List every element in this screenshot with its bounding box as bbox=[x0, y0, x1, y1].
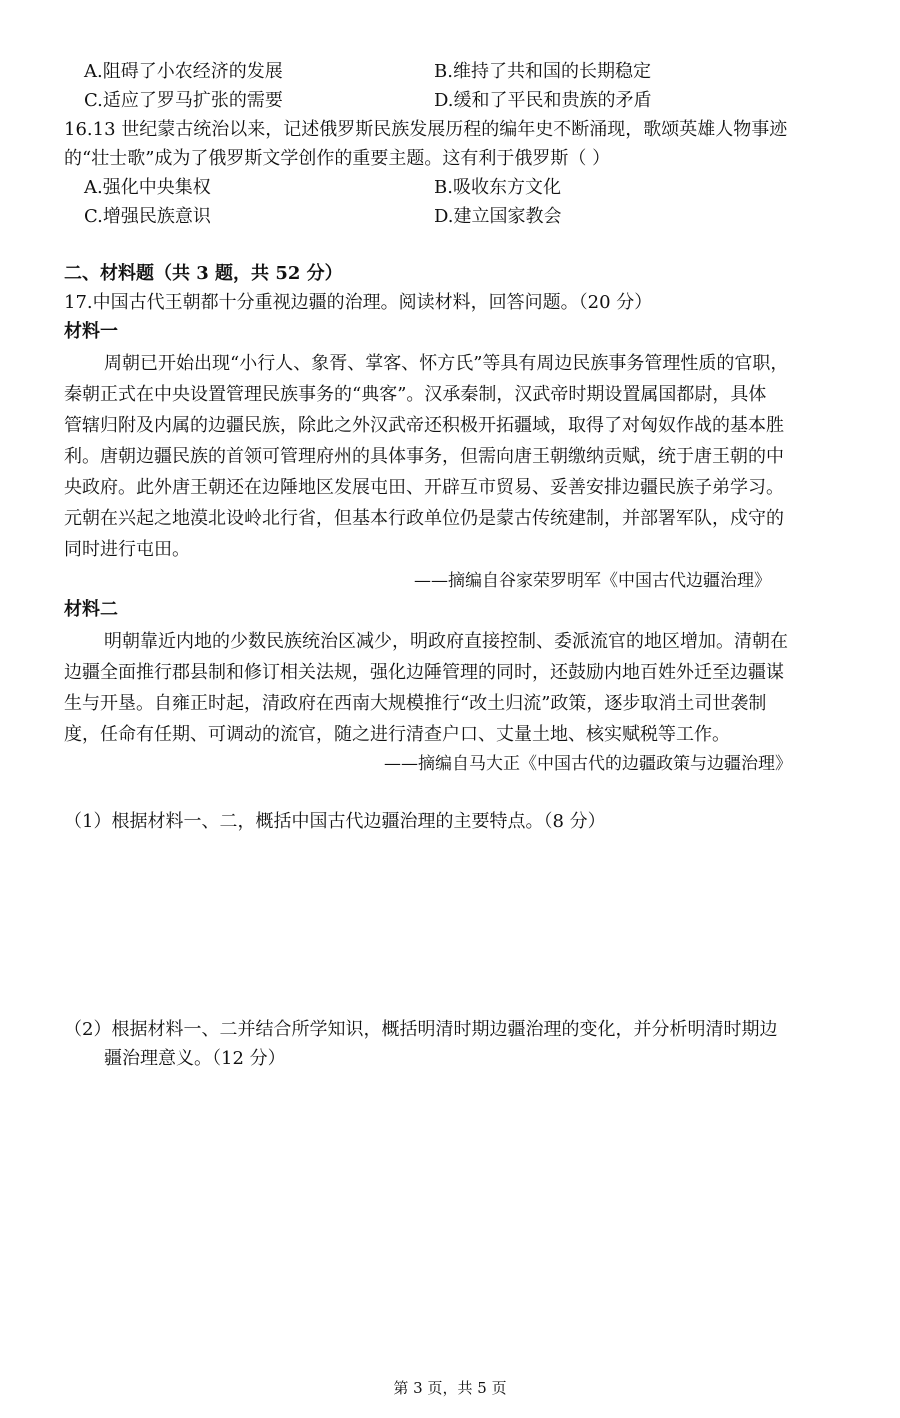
material2-source: ——摘编自马大正《中国古代的边疆政策与边疆治理》 bbox=[384, 754, 792, 774]
material2-line: 明朝靠近内地的少数民族统治区减少，明政府直接控制、委派流官的地区增加。清朝在 bbox=[104, 631, 788, 652]
material2-line: 度，任命有任期、可调动的流官，随之进行清查户口、丈量土地、核实赋税等工作。 bbox=[64, 724, 730, 745]
material1-line: 央政府。此外唐王朝还在边陲地区发展屯田、开辟互市贸易、妥善安排边疆民族子弟学习。 bbox=[64, 477, 784, 498]
section-title: 二、材料题（共 3 题，共 52 分） bbox=[64, 263, 343, 284]
material2-line: 生与开垦。自雍正时起，清政府在西南大规模推行“改土归流”政策，逐步取消土司世袭制 bbox=[64, 693, 767, 714]
material1-title: 材料一 bbox=[64, 321, 118, 342]
material1-line: 秦朝正式在中央设置管理民族事务的“典客”。汉承秦制，汉武帝时期设置属国都尉，具体 bbox=[64, 384, 767, 405]
material1-line: 同时进行屯田。 bbox=[64, 539, 190, 560]
q17-sub2-line1: （2）根据材料一、二并结合所学知识，概括明清时期边疆治理的变化，并分析明清时期边 bbox=[64, 1019, 778, 1040]
q16-option-d: D.建立国家教会 bbox=[434, 206, 562, 227]
q15-option-a: A.阻碍了小农经济的发展 bbox=[84, 61, 283, 82]
material2-title: 材料二 bbox=[64, 599, 118, 620]
q15-option-b: B.维持了共和国的长期稳定 bbox=[434, 61, 651, 82]
material1-line: 周朝已开始出现“小行人、象胥、掌客、怀方氏”等具有周边民族事务管理性质的官职， bbox=[104, 353, 789, 374]
q16-stem-line2: 的“壮士歌”成为了俄罗斯文学创作的重要主题。这有利于俄罗斯（ ） bbox=[64, 148, 611, 169]
q16-option-a: A.强化中央集权 bbox=[84, 177, 211, 198]
material1-source: ——摘编自谷家荣罗明军《中国古代边疆治理》 bbox=[414, 571, 771, 591]
material1-line: 元朝在兴起之地漠北设岭北行省，但基本行政单位仍是蒙古传统建制，并部署军队，戍守的 bbox=[64, 508, 784, 529]
q17-sub1: （1）根据材料一、二，概括中国古代边疆治理的主要特点。（8 分） bbox=[64, 811, 606, 832]
q15-option-d: D.缓和了平民和贵族的矛盾 bbox=[434, 90, 652, 111]
material2-line: 边疆全面推行郡县制和修订相关法规，强化边陲管理的同时，还鼓励内地百姓外迁至边疆谋 bbox=[64, 662, 784, 683]
q17-stem: 17.中国古代王朝都十分重视边疆的治理。阅读材料，回答问题。（20 分） bbox=[64, 292, 653, 313]
q15-option-c: C.适应了罗马扩张的需要 bbox=[84, 90, 283, 111]
q16-option-b: B.吸收东方文化 bbox=[434, 177, 561, 198]
material1-line: 利。唐朝边疆民族的首领可管理府州的具体事务，但需向唐王朝缴纳贡赋，统于唐王朝的中 bbox=[64, 446, 784, 467]
q16-option-c: C.增强民族意识 bbox=[84, 206, 211, 227]
q16-stem-line1: 16.13 世纪蒙古统治以来，记述俄罗斯民族发展历程的编年史不断涌现，歌颂英雄人物事迹 bbox=[64, 119, 788, 140]
page-footer: 第 3 页，共 5 页 bbox=[393, 1379, 507, 1397]
q17-sub2-line2: 疆治理意义。（12 分） bbox=[104, 1048, 286, 1069]
material1-line: 管辖归附及内属的边疆民族，除此之外汉武帝还积极开拓疆域，取得了对匈奴作战的基本胜 bbox=[64, 415, 784, 436]
